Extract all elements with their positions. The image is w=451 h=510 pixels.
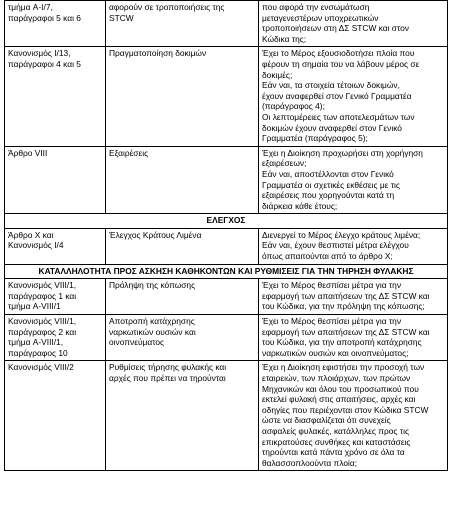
requirement-cell-line: εξαιρέσεις που χορηγούνται κατά τη — [262, 190, 395, 201]
section-title: ΕΛΕΓΧΟΣ — [5, 214, 448, 229]
subject-cell-line: Ρυθμίσεις τήρησης φυλακής και — [109, 362, 227, 373]
requirement-cell-line: εκτελεί φυλακή στις απαιτήσεις, αρχές και — [262, 394, 416, 405]
reference-cell-line: τμήμα A-I/7, — [8, 2, 53, 12]
subject-cell-line: STCW — [109, 12, 134, 23]
requirement-cell-line: διάρκεια κάθε έτους; — [262, 200, 338, 211]
table-row — [5, 47, 448, 146]
requirement-cell-line: δοκιμές; — [262, 69, 293, 80]
requirement-cell-line: ναρκωτικών ουσιών και οινοπνεύματος; — [262, 347, 409, 358]
requirement-cell-line: εταιρειών, των πλοιάρχων, των πρώτων — [262, 373, 411, 383]
subject-cell-line: αφορούν σε τροποποιήσεις της — [109, 2, 225, 12]
requirement-cell-line: εξαιρέσεων; — [262, 158, 307, 169]
reference-cell-line: τμήμα A-VIII/1 — [8, 301, 61, 312]
reference-cell-line: παράγραφοι 4 και 5 — [8, 58, 81, 69]
subject-cell-line: Πρόληψη της κόπωσης — [109, 280, 196, 291]
requirement-cell-line: εφαρμογή των απαιτήσεων της ΔΣ STCW και — [262, 290, 430, 301]
requirement-cell-line: Διενεργεί το Μέρος έλεγχο κράτους λιμένα; — [262, 229, 421, 240]
subject-cell — [106, 228, 259, 264]
requirement-cell-line: οδηγίες που περιέχονται στον Κώδικα STCW — [262, 404, 429, 415]
subject-cell-line: Εξαιρέσεις — [109, 147, 149, 158]
requirement-cell — [259, 47, 448, 146]
reference-cell-line: τμήμα A-VIII/1, — [8, 337, 64, 348]
requirement-cell-line: Έχει το Μέρος εξουσιοδοτήσει πλοία που — [262, 48, 415, 59]
reference-cell-line: Κανονισμός VIII/1, — [8, 280, 77, 291]
requirement-cell-line: τηρούνται κατά πάντα χρόνο σε όλα τα — [262, 447, 405, 458]
requirement-cell-line: Έχει το Μέρος θεσπίσει μέτρα για την — [262, 280, 402, 291]
requirement-cell-line: Έχει η Διοίκηση εφιστήσει την προσοχή των — [262, 362, 425, 373]
reference-cell — [5, 47, 106, 146]
requirement-cell-line: που αφορά την ενσωμάτωση — [262, 2, 370, 12]
reference-cell — [5, 361, 106, 471]
requirement-cell-line: θαλασσοπλοούντα πλοία; — [262, 457, 358, 468]
requirement-cell-line: επικρατούσες συνθήκες και καταστάσεις — [262, 436, 411, 447]
requirement-cell-line: Εάν ναι, αποστέλλονται στον Γενικό — [262, 168, 394, 179]
table-row — [5, 228, 448, 264]
requirement-cell-line: τροποποιήσεων στη ΔΣ STCW και στον — [262, 23, 409, 34]
table-row — [5, 146, 448, 214]
requirement-cell-line: Εάν ναι, έχουν θεσπιστεί μέτρα ελέγχου — [262, 240, 409, 251]
requirement-cell — [259, 1, 448, 47]
requirement-cell — [259, 279, 448, 315]
requirement-cell-line: Έχει το Μέρος θεσπίσει μέτρα για την — [262, 316, 402, 327]
reference-cell — [5, 279, 106, 315]
subject-cell — [106, 47, 259, 146]
requirement-cell-line: μεταγενεστέρων υποχρεωτικών — [262, 12, 379, 23]
requirement-cell — [259, 146, 448, 214]
reference-cell-line: παράγραφος 10 — [8, 347, 68, 358]
requirement-cell-line: δοκιμών έχουν αναφερθεί στον Γενικό — [262, 122, 402, 133]
section-title: ΚΑΤΑΛΛΗΛΟΤΗΤΑ ΠΡΟΣ ΑΣΚΗΣΗ ΚΑΘΗΚΟΝΤΩΝ ΚΑΙ ΡΥΘΜΙΣΕΙΣ ΓΙΑ ΤΗΝ ΤΗΡΗΣΗ ΦΥΛΑΚΗΣ — [5, 264, 448, 279]
reference-cell-line: Άρθρο X και — [8, 229, 54, 240]
requirement-cell-line: του Κώδικα, για την αποτροπή κατάχρησης — [262, 337, 422, 348]
table-row — [5, 361, 448, 471]
reference-cell — [5, 228, 106, 264]
reference-cell — [5, 146, 106, 214]
requirement-cell-line: Μηχανικών και όλου του προσωπικού που — [262, 383, 419, 394]
subject-cell-line: Πραγματοποίηση δοκιμών — [109, 48, 207, 59]
requirement-cell-line: Οι λεπτομέρειες των αποτελεσμάτων των — [262, 111, 415, 122]
subject-cell — [106, 361, 259, 471]
requirement-cell — [259, 361, 448, 471]
subject-cell — [106, 315, 259, 361]
requirement-cell-line: ασφαλείς φυλακές, κατάλληλες προς τις — [262, 425, 409, 436]
reference-cell — [5, 315, 106, 361]
subject-cell-line: Έλεγχος Κράτους Λιμένα — [109, 229, 202, 240]
compliance-table — [4, 0, 448, 471]
reference-cell-line: παράγραφος 2 και — [8, 326, 77, 337]
subject-cell-line: ναρκωτικών ουσιών και — [109, 326, 196, 337]
requirement-cell-line: φέρουν τη σημαία του να λάβουν μέρος σε — [262, 58, 420, 69]
table-row — [5, 1, 448, 47]
requirement-cell-line: Εάν ναι, τα στοιχεία τέτοιων δοκιμών, — [262, 80, 400, 91]
reference-cell-line: Κανονισμός I/13, — [8, 48, 71, 59]
reference-cell-line: Κανονισμός VIII/1, — [8, 316, 77, 327]
section-header-row — [5, 264, 448, 279]
table-row — [5, 315, 448, 361]
requirement-cell-line: του Κώδικα, για την πρόληψη της κόπωσης; — [262, 301, 425, 312]
requirement-cell-line: εφαρμογή των απαιτήσεων της ΔΣ STCW και — [262, 326, 430, 337]
requirement-cell-line: Κώδικα της; — [262, 33, 307, 44]
requirement-cell — [259, 228, 448, 264]
subject-cell — [106, 279, 259, 315]
section-header-row — [5, 214, 448, 229]
requirement-cell-line: ώστε να διασφαλίζεται ότι συνεχείς — [262, 415, 391, 426]
requirement-cell-line: (παράγραφος 4); — [262, 101, 325, 112]
requirement-cell-line: έχουν αναφερθεί στον Γενικό Γραμματέα — [262, 90, 412, 101]
requirement-cell — [259, 315, 448, 361]
reference-cell-line: Άρθρο VIII — [8, 147, 48, 158]
subject-cell — [106, 1, 259, 47]
table-row — [5, 279, 448, 315]
reference-cell-line: Κανονισμός I/4 — [8, 240, 64, 251]
subject-cell-line: Αποτροπή κατάχρησης — [109, 316, 195, 327]
reference-cell-line: παράγραφοι 5 και 6 — [8, 12, 81, 23]
requirement-cell-line: Έχει η Διοίκηση προχωρήσει στη χορήγηση — [262, 147, 423, 158]
requirement-cell-line: όπως απαιτούνται από το άρθρο X; — [262, 251, 393, 262]
subject-cell — [106, 146, 259, 214]
reference-cell-line: Κανονισμός VIII/2 — [8, 362, 74, 373]
subject-cell-line: αρχές που πρέπει να τηρούνται — [109, 373, 226, 383]
requirement-cell-line: Γραμματέα (παράγραφος 5); — [262, 133, 368, 144]
reference-cell — [5, 1, 106, 47]
reference-cell-line: παράγραφος 1 και — [8, 290, 77, 301]
requirement-cell-line: Γραμματέα οι σχετικές εκθέσεις με τις — [262, 179, 400, 190]
subject-cell-line: οινοπνεύματος — [109, 337, 165, 348]
